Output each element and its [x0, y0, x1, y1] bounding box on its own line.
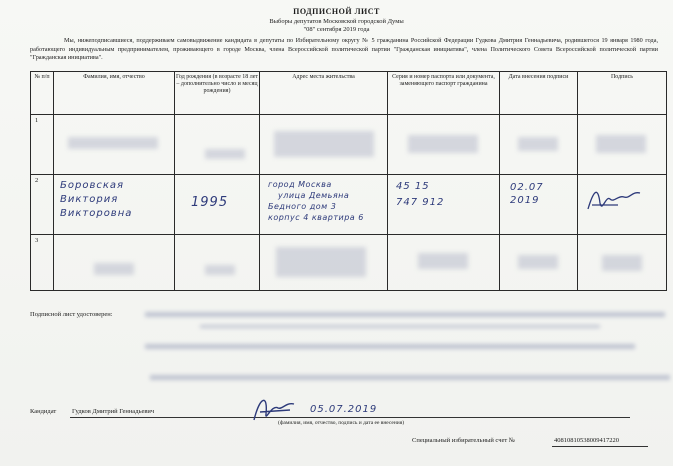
redacted-cell — [500, 235, 578, 291]
table-header-row — [31, 72, 667, 115]
redacted-cell — [578, 235, 667, 291]
account-label: Специальный избирательный счет № — [412, 437, 516, 444]
handwritten-address-line: улица Демьяна — [278, 191, 350, 200]
redacted-line — [150, 375, 670, 380]
candidate-signature-date: 05.07.2019 — [310, 404, 378, 415]
redacted-cell — [175, 115, 260, 175]
handwritten-patronymic: Викторовна — [60, 208, 133, 219]
column-header-date: Дата внесения подписи — [500, 72, 578, 115]
handwritten-first-name: Виктория — [60, 194, 119, 205]
table-row — [31, 115, 667, 175]
account-number: 40810810538009417220 — [554, 437, 619, 444]
row-number: 2 — [31, 175, 54, 235]
handwritten-surname: Боровская — [60, 180, 125, 191]
row-number: 1 — [31, 115, 54, 175]
date-cell — [500, 175, 578, 235]
redacted-cell — [388, 235, 500, 291]
certified-label: Подписной лист удостоверен: — [30, 311, 113, 318]
column-header-address: Адрес места жительства — [260, 72, 388, 115]
name-cell — [54, 175, 175, 235]
column-header-birth: Год рождения (в возрасте 18 лет – дополнительно число и месяц рождения) — [175, 72, 260, 115]
table-row — [31, 235, 667, 291]
row-number: 3 — [31, 235, 54, 291]
election-date: "08" сентября 2019 года — [303, 26, 370, 33]
column-header-passport: Серия и номер паспорта или документа, заменяющего паспорт гражданина — [388, 72, 500, 115]
signatures-table — [30, 71, 667, 291]
signature-caption: (фамилия, имя, отчество, подпись и дата ее внесения) — [278, 420, 405, 426]
column-header-signature: Подпись — [578, 72, 667, 115]
table-row — [31, 175, 667, 235]
election-name: Выборы депутатов Московской городской Думы — [269, 18, 404, 25]
address-cell — [260, 175, 388, 235]
account-line — [552, 446, 648, 447]
signature-cell — [578, 175, 667, 235]
column-header-name: Фамилия, имя, отчество — [54, 72, 175, 115]
candidate-label: Кандидат — [30, 408, 57, 415]
signature-line — [70, 417, 630, 418]
redacted-line — [200, 325, 600, 328]
redacted-cell — [260, 235, 388, 291]
passport-cell — [388, 175, 500, 235]
redacted-cell — [388, 115, 500, 175]
handwritten-passport-series: 45 15 — [396, 181, 430, 192]
handwritten-date-year: 2019 — [510, 195, 540, 206]
redacted-cell — [578, 115, 667, 175]
handwritten-passport-number: 747 912 — [396, 197, 445, 208]
redacted-line — [145, 344, 635, 349]
column-header-number: № п/п — [31, 72, 54, 115]
redacted-cell — [260, 115, 388, 175]
handwritten-address-line: Бедного дом 3 — [268, 202, 337, 211]
handwritten-address-line: город Москва — [268, 180, 332, 189]
candidate-name: Гудков Дмитрий Геннадьевич — [72, 408, 155, 415]
redacted-line — [145, 312, 665, 317]
redacted-cell — [500, 115, 578, 175]
redacted-cell — [175, 235, 260, 291]
intro-paragraph: Мы, нижеподписавшиеся, поддерживаем самовыдвижение кандидата в депутаты по Избирательному округу № 5 гражданина Российской Федерации Гудкова Дмитрия Геннадьевича, родившегося 19 января 1980 года, работающего индивидуальным предпринимателем, проживающего в городе Москва, члена Всероссийской политической партии "Гражданская инициатива", члена Политического Совета Всероссийской политической партии "Гражданская инициатива". — [30, 37, 658, 61]
redacted-cell — [54, 115, 175, 175]
handwritten-address-line: корпус 4 квартира 6 — [268, 213, 364, 222]
birth-cell — [175, 175, 260, 235]
redacted-cell — [54, 235, 175, 291]
handwritten-birth-year: 1995 — [191, 195, 229, 210]
page-title: ПОДПИСНОЙ ЛИСТ — [293, 7, 380, 16]
handwritten-date-day: 02.07 — [510, 182, 544, 193]
handwritten-signature-icon — [578, 175, 658, 225]
